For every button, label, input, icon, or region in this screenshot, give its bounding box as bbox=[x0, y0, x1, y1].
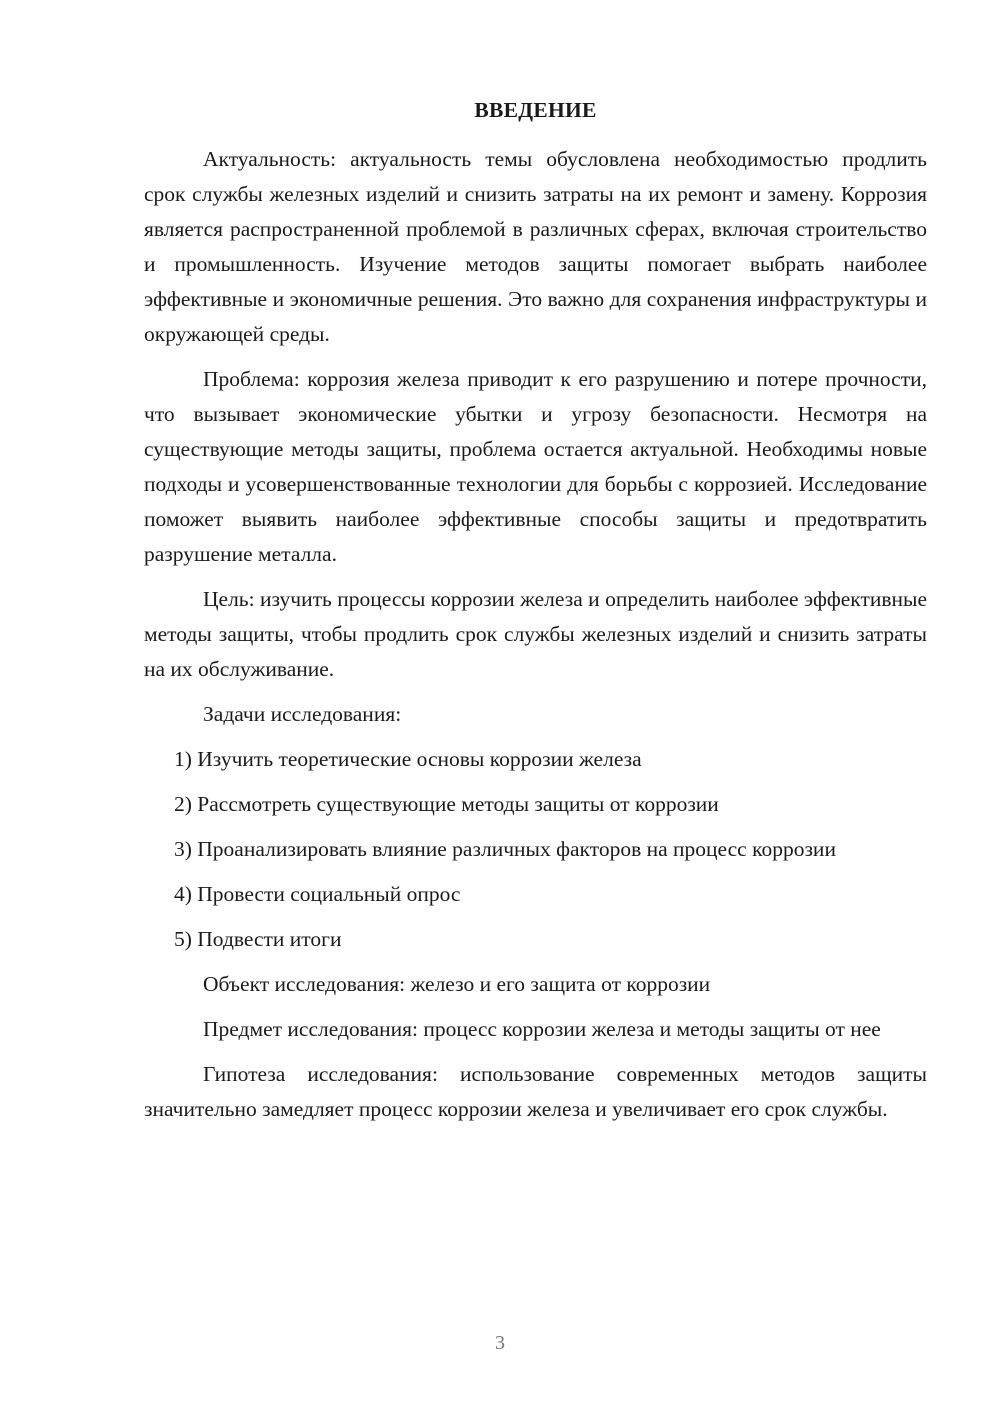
paragraph-problem: Проблема: коррозия железа приводит к его разрушению и потере прочности, что вызывает экономические убытки и угрозу безопасности. Несмотря на существующие методы защиты, проблема остается актуальной. Необходимы новые подходы и усовершенствованные технологии для борьбы с коррозией. Исследование поможет выявить наиболее эффективные способы защиты и предотвратить разрушение металла. bbox=[144, 367, 927, 566]
paragraph-subject: Предмет исследования: процесс коррозии железа и методы защиты от нее bbox=[203, 1017, 881, 1041]
paragraph-tasks-heading: Задачи исследования: bbox=[203, 702, 402, 726]
paragraph-relevance: Актуальность: актуальность темы обусловлена необходимостью продлить срок службы железных изделий и снизить затраты на их ремонт и замену. Коррозия является распространенной проблемой в различных сферах, включая строительство и промышленность. Изучение методов защиты помогает выбрать наиболее эффективные и экономичные решения. Это важно для сохранения инфраструктуры и окружающей среды. bbox=[144, 147, 927, 346]
task-item-4: 4) Провести социальный опрос bbox=[174, 882, 461, 906]
task-item-1: 1) Изучить теоретические основы коррозии железа bbox=[174, 747, 642, 771]
task-item-5: 5) Подвести итоги bbox=[174, 927, 342, 951]
paragraph-hypothesis: Гипотеза исследования: использование современных методов защиты значительно замедляет процесс коррозии железа и увеличивает его срок службы. bbox=[144, 1062, 927, 1121]
page-number: 3 bbox=[495, 1332, 505, 1354]
paragraph-object: Объект исследования: железо и его защита от коррозии bbox=[203, 972, 711, 996]
task-item-3: 3) Проанализировать влияние различных факторов на процесс коррозии bbox=[174, 837, 836, 861]
page-content bbox=[144, 93, 927, 1127]
page-title: ВВЕДЕНИЕ bbox=[474, 98, 597, 122]
task-item-2: 2) Рассмотреть существующие методы защиты от коррозии bbox=[174, 792, 719, 816]
paragraph-goal: Цель: изучить процессы коррозии железа и определить наиболее эффективные методы защиты, чтобы продлить срок службы железных изделий и снизить затраты на их обслуживание. bbox=[144, 587, 927, 681]
